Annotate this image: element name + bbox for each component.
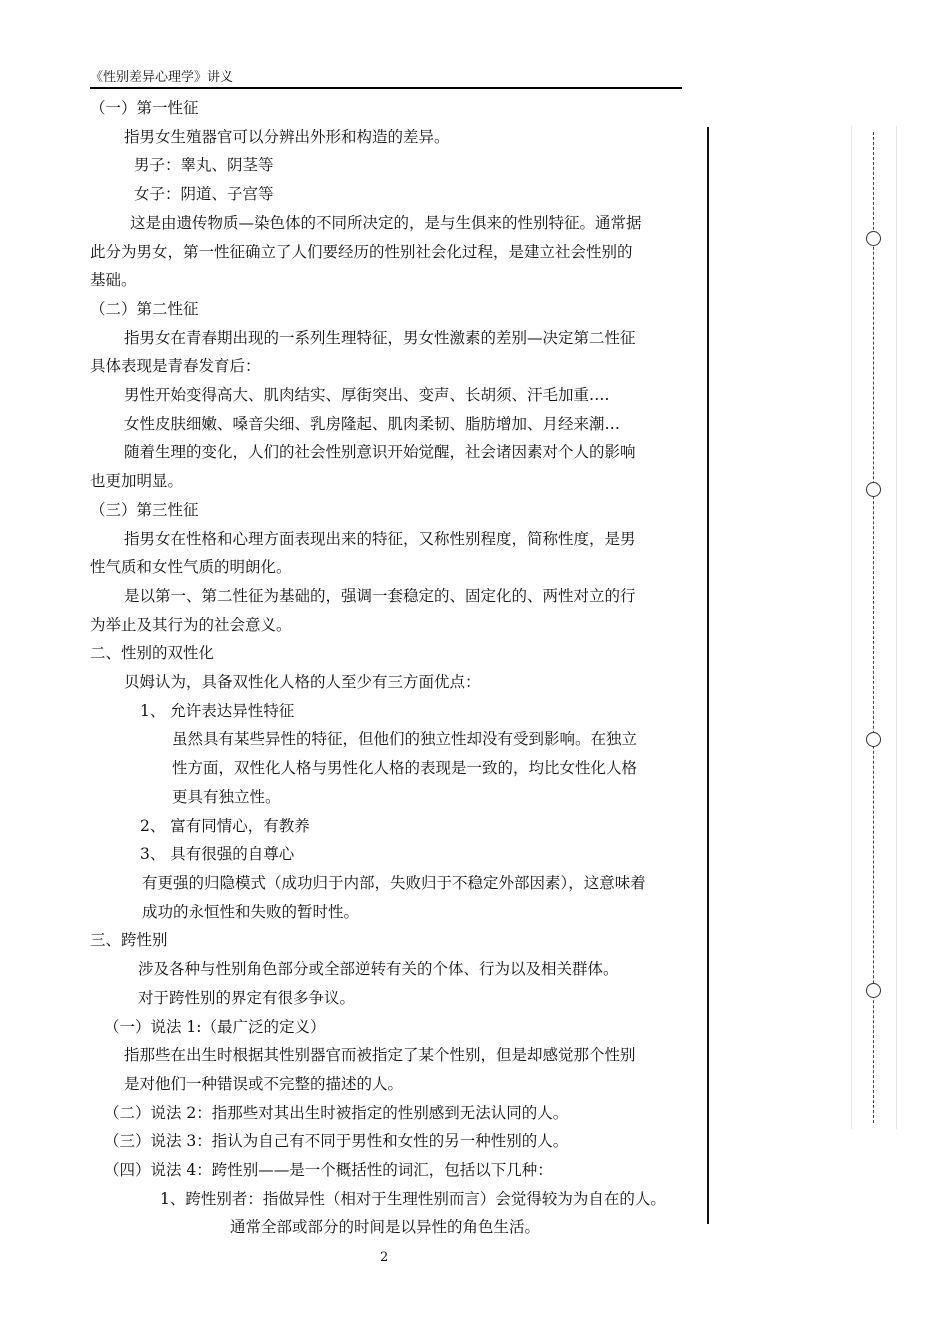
page-number: 2 <box>380 1250 389 1265</box>
text-line: 1、 允许表达异性特征 <box>140 701 295 720</box>
margin-rule <box>707 127 709 1224</box>
text-line: 有更强的归隐模式（成功归于内部，失败归于不稳定外部因素），这意味着 <box>142 873 646 892</box>
text-line: 女子：阴道、子宫等 <box>134 185 274 204</box>
text-line: 性气质和女性气质的明朗化。 <box>90 558 292 577</box>
text-line: （四）说法 4：跨性别——是一个概括性的词汇，包括以下几种： <box>104 1161 553 1180</box>
text-line: 男性开始变得高大、肌肉结实、厚街突出、变声、长胡须、汗毛加重…. <box>124 386 610 405</box>
text-line: 对于跨性别的界定有很多争议。 <box>138 988 356 1007</box>
text-line: 贝姆认为，具备双性化人格的人至少有三方面优点： <box>124 673 481 692</box>
text-line: 通常全部或部分的时间是以异性的角色生活。 <box>230 1218 541 1237</box>
text-line: 女性皮肤细嫩、嗓音尖细、乳房隆起、肌肉柔韧、脂肪增加、月经来潮… <box>124 414 621 433</box>
text-line: （一）说法 1:（最广泛的定义） <box>104 1017 326 1036</box>
text-line: （二）第二性征 <box>90 299 199 318</box>
punch-hole-icon <box>866 482 881 497</box>
text-line: 是以第一、第二性征为基础的，强调一套稳定的、固定化的、两性对立的行 <box>124 586 636 605</box>
text-line: （一）第一性征 <box>90 99 199 117</box>
punch-hole-icon <box>866 983 881 998</box>
text-line: 三、跨性别 <box>90 931 168 950</box>
text-line: （三）第三性征 <box>90 500 199 519</box>
text-line: 2、 富有同情心，有教养 <box>140 816 310 835</box>
text-line: 虽然具有某些异性的特征，但他们的独立性却没有受到影响。在独立 <box>172 730 638 749</box>
text-line: 为举止及其行为的社会意义。 <box>90 615 292 634</box>
text-line: 指那些在出生时根据其性别器官而被指定了某个性别，但是却感觉那个性别 <box>124 1046 636 1065</box>
text-line: 指男女在性格和心理方面表现出来的特征，又称性别程度，简称性度，是男 <box>124 529 636 548</box>
text-line: 1、跨性别者：指做异性（相对于生理性别而言）会觉得较为为自在的人。 <box>160 1189 666 1208</box>
text-line: 涉及各种与性别角色部分或全部逆转有关的个体、行为以及相关群体。 <box>138 960 619 979</box>
text-line: 成功的永恒性和失败的暂时性。 <box>142 902 360 921</box>
punch-hole-icon <box>866 732 881 747</box>
text-line: 男子：睾丸、阴茎等 <box>134 156 274 175</box>
text-line: 基础。 <box>90 271 137 290</box>
text-line: 是对他们一种错误或不完整的描述的人。 <box>124 1074 404 1093</box>
binding-dashed-line <box>873 132 874 1123</box>
text-line: 性方面，双性化人格与男性化人格的表现是一致的，均比女性化人格 <box>172 759 638 778</box>
text-line: 随着生理的变化，人们的社会性别意识开始觉醒，社会诸因素对个人的影响 <box>124 443 636 462</box>
text-line: 此分为男女，第一性征确立了人们要经历的性别社会化过程，是建立社会性别的 <box>90 242 633 261</box>
text-line: 3、 具有很强的自尊心 <box>140 845 295 864</box>
text-line: 也更加明显。 <box>90 472 184 491</box>
text-line: （三）说法 3：指认为自己有不同于男性和女性的另一种性别的人。 <box>104 1132 569 1151</box>
document-body <box>90 94 682 1242</box>
text-line: 这是由遗传物质—染色体的不同所决定的，是与生俱来的性别特征。通常据 <box>130 213 642 232</box>
punch-hole-icon <box>866 231 881 246</box>
page-header: 《性别差异心理学》讲义 <box>90 70 682 89</box>
text-line: 指男女生殖器官可以分辨出外形和构造的差异。 <box>124 127 450 146</box>
text-line: 具体表现是青春发育后： <box>90 357 261 376</box>
binding-strip <box>851 126 897 1129</box>
text-line: 指男女在青春期出现的一系列生理特征，男女性激素的差别—决定第二性征 <box>124 328 636 347</box>
text-line: 二、性别的双性化 <box>90 644 215 663</box>
text-line: （二）说法 2：指那些对其出生时被指定的性别感到无法认同的人。 <box>104 1103 569 1122</box>
text-line: 更具有独立性。 <box>172 787 281 806</box>
